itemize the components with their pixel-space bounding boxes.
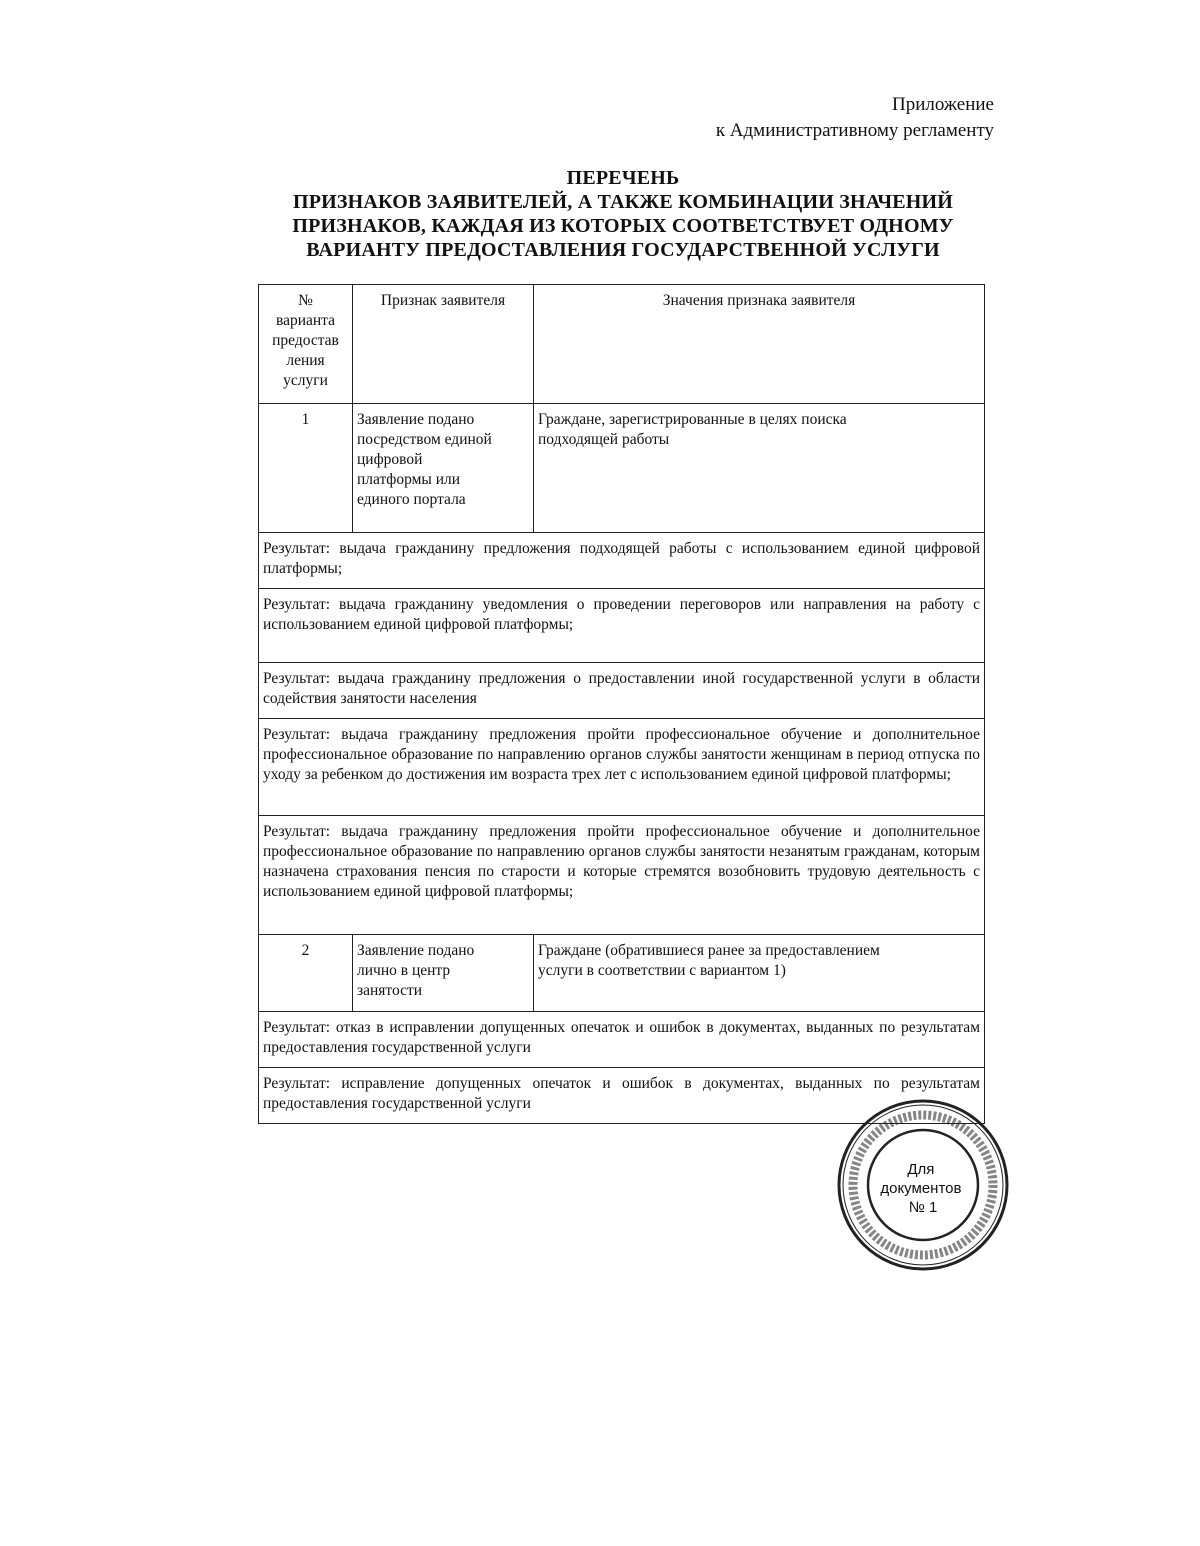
stamp-line-2: документов xyxy=(880,1180,962,1197)
document-title xyxy=(258,166,988,262)
appendix-line-1: Приложение xyxy=(892,94,994,115)
table-header-row xyxy=(259,285,985,404)
table-row xyxy=(259,935,985,1012)
result-cell: Результат: выдача гражданину предложения пройти профессиональное обучение и дополнительное профессиональное образование по направлению органов службы занятости незанятым гражданам, которым назначена страхования пенсия по старости и которые стремятся возобновить трудовую деятельность с использованием единой цифровой платформы; xyxy=(259,816,985,935)
variant-number-cell: 2 xyxy=(259,935,353,1012)
result-row xyxy=(259,1012,985,1068)
seal-stamp-icon xyxy=(832,1094,1014,1276)
title-line-1: ПЕРЕЧЕНЬ xyxy=(566,167,680,189)
applicant-feature-cell: Заявление подано посредством единой цифровой платформы или единого портала xyxy=(353,404,534,533)
stamp-line-1: Для xyxy=(907,1161,935,1178)
feature-value-cell: Граждане, зарегистрированные в целях поиска подходящей работы xyxy=(534,404,985,533)
variant-number-cell: 1 xyxy=(259,404,353,533)
result-row xyxy=(259,589,985,663)
result-cell: Результат: выдача гражданину предложения о предоставлении иной государственной услуги в области содействия занятости населения xyxy=(259,663,985,719)
result-row xyxy=(259,533,985,589)
table-row xyxy=(259,404,985,533)
title-line-2: ПРИЗНАКОВ ЗАЯВИТЕЛЕЙ, А ТАКЖЕ КОМБИНАЦИИ ЗНАЧЕНИЙ xyxy=(292,191,954,213)
feature-value-cell: Граждане (обратившиеся ранее за предоставлением услуги в соответствии с вариантом 1) xyxy=(534,935,985,1012)
result-cell: Результат: выдача гражданину предложения подходящей работы с использованием единой цифровой платформы; xyxy=(259,533,985,589)
appendix-line-2: к Административному регламенту xyxy=(715,120,994,141)
result-row xyxy=(259,816,985,935)
result-row xyxy=(259,663,985,719)
result-cell: Результат: отказ в исправлении допущенных опечаток и ошибок в документах, выданных по результатам предоставления государственной услуги xyxy=(259,1012,985,1068)
header-variant-number: № варианта предостав ления услуги xyxy=(259,285,353,404)
title-line-4: ВАРИАНТУ ПРЕДОСТАВЛЕНИЯ ГОСУДАРСТВЕННОЙ УСЛУГИ xyxy=(306,239,940,261)
appendix-note xyxy=(716,92,994,144)
applicant-feature-cell: Заявление подано лично в центр занятости xyxy=(353,935,534,1012)
result-cell: Результат: исправление допущенных опечаток и ошибок в документах, выданных по результатам предоставления государственной услуги xyxy=(259,1068,985,1124)
result-cell: Результат: выдача гражданину уведомления о проведении переговоров или направления на работу с использованием единой цифровой платформы; xyxy=(259,589,985,663)
result-row xyxy=(259,719,985,816)
title-line-3: ПРИЗНАКОВ, КАЖДАЯ ИЗ КОТОРЫХ СООТВЕТСТВУЕТ ОДНОМУ xyxy=(292,215,954,237)
header-applicant-feature: Признак заявителя xyxy=(353,285,534,404)
header-feature-values: Значения признака заявителя xyxy=(534,285,985,404)
features-table xyxy=(258,284,985,1124)
svg-text:Для документов № 1 xyxy=(880,1161,965,1216)
stamp-line-3: № 1 xyxy=(908,1199,938,1216)
result-cell: Результат: выдача гражданину предложения пройти профессиональное обучение и дополнительное профессиональное образование по направлению органов службы занятости женщинам в период отпуска по уходу за ребенком до достижения им возраста трех лет с использованием единой цифровой платформы; xyxy=(259,719,985,816)
